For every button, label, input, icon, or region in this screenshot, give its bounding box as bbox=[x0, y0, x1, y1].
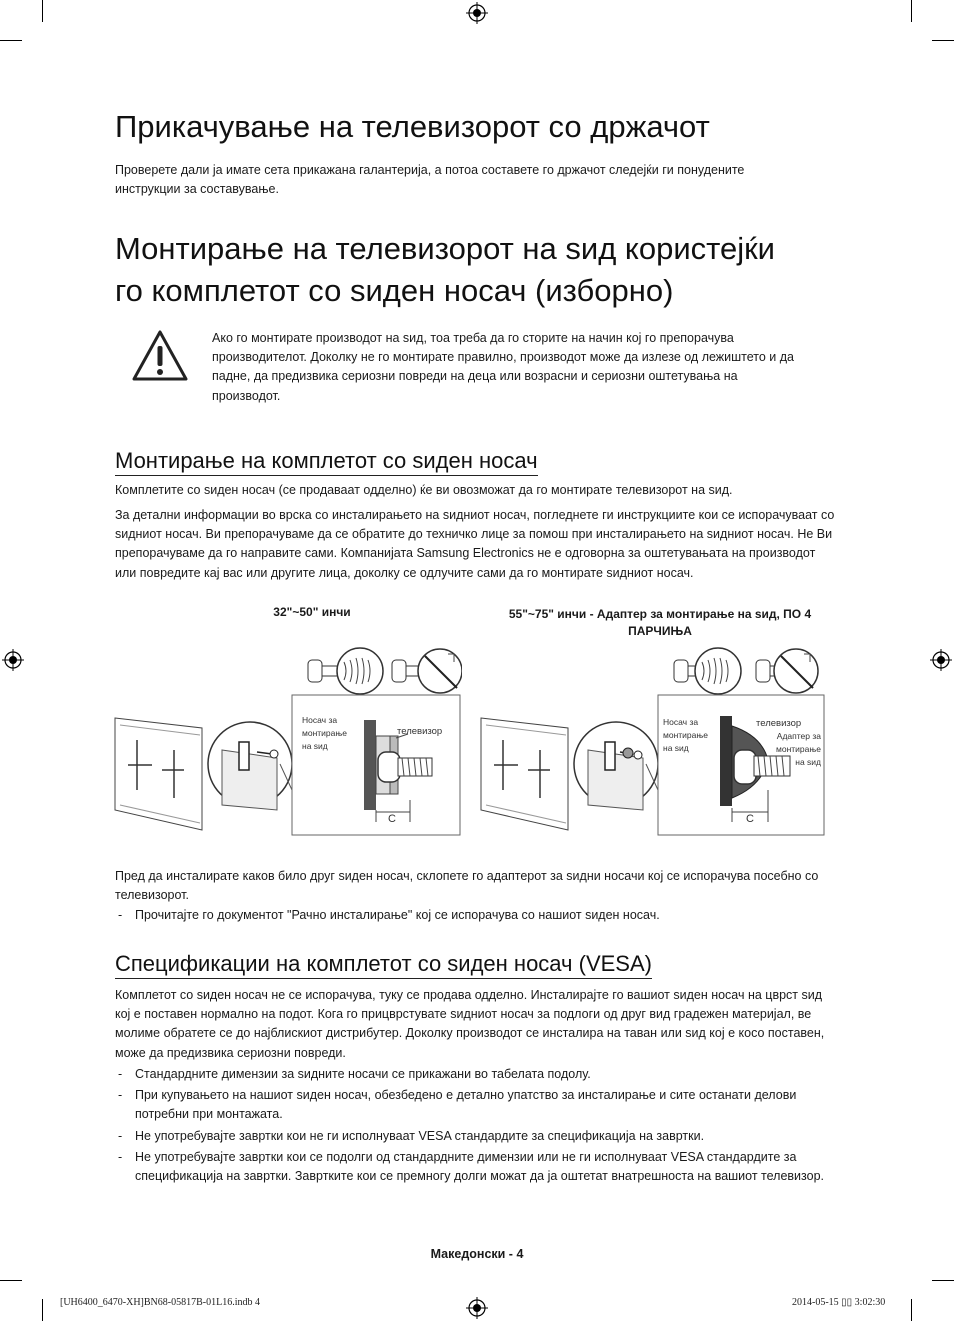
crop-mark bbox=[0, 40, 22, 41]
wall-title-line1: Монтирање на телевизорот на ѕид користејќи bbox=[115, 231, 775, 266]
wall-title-line2: го комплетот со ѕиден носач (изборно) bbox=[115, 273, 674, 308]
vesa-bullet-list bbox=[115, 1065, 840, 1186]
section-heading-vesa: Спецификации на комплетот со ѕиден носач (VESA) bbox=[115, 951, 652, 979]
left-c-label: C bbox=[388, 813, 396, 825]
right-bracket-label-1: Носач за bbox=[663, 717, 699, 727]
right-c-label: C bbox=[746, 813, 754, 825]
left-bracket-label-2: монтирање bbox=[302, 728, 347, 738]
page-title: Прикачување на телевизорот со држачот bbox=[115, 109, 710, 144]
warning-triangle-icon bbox=[131, 329, 189, 383]
list-item: - Не употребувајте завртки кои не ги исполнуваат VESA стандардите за спецификација на завртки. bbox=[118, 1128, 705, 1143]
crop-mark bbox=[42, 1299, 43, 1321]
section-heading-wall-mount-kit: Монтирање на комплетот со ѕиден носач bbox=[115, 448, 538, 476]
right-adapter-label-1: Адаптер за bbox=[776, 731, 821, 741]
warning-text: Ако го монтирате производот на ѕид, тоа треба да го сторите на начин кој го препорачува производителот. Доколку не го монтирате правилно, производот може да излезе од лежиштето и да падне, да предизвика сериозни повреди на деца или возрасни и сериозни оштетувања на производот. bbox=[212, 331, 795, 403]
page-number-label: Македонски - 4 bbox=[430, 1247, 524, 1261]
list-item: - Стандардните димензии за ѕидните носачи се прикажани во табелата подолу. bbox=[118, 1067, 591, 1081]
crop-mark bbox=[911, 1299, 912, 1321]
screw-ok-icon bbox=[308, 648, 383, 694]
wall-mount-title bbox=[115, 228, 875, 312]
screw-wrong-icon bbox=[392, 649, 462, 693]
screw-wrong-icon bbox=[756, 649, 818, 693]
section1-paragraph-1: Комплетите со ѕиден носач (се продаваат одделно) ќе ви овозможат да го монтирате телевизорот на ѕид. bbox=[115, 483, 733, 497]
right-bracket-label-3: на ѕид bbox=[663, 743, 689, 753]
left-tv-label: телевизор bbox=[397, 726, 443, 737]
right-mount-diagram bbox=[478, 640, 828, 840]
right-figure-caption: 55"~75" инчи - Адаптер за монтирање на ѕид, ПО 4 ПАРЧИЊА bbox=[508, 607, 812, 638]
crop-mark bbox=[932, 40, 954, 41]
crop-mark bbox=[42, 0, 43, 22]
section1-paragraph-2: За детални информации во врска со инсталирањето на ѕидниот носач, погледнете ги инструкциите кои се испорачуваат со ѕидниот носач. Ви препорачуваме да се обратите до техничко лице за помош при инсталирањето на ѕидниот носач. Не Ви препорачуваме да го направите сами. Компанијата Samsung Electronics не е одговорна за оштетувањата на производот или повредите кај вас или другите лица, доколку се одлучите сами да го монтирате ѕидниот носач. bbox=[115, 508, 835, 580]
left-figure-caption: 32"~50" инчи bbox=[273, 605, 351, 619]
list-item: - Не употребувајте завртки кои се подолги од стандардните димензии или не ги исполнуваат VESA стандардите за спецификација на завртки. Завртките кои се премногу долги можат да ја оштетат внатрешноста на вашиот телевизор. bbox=[118, 1149, 824, 1184]
registration-mark-icon bbox=[2, 649, 24, 671]
registration-mark-icon bbox=[466, 1297, 488, 1319]
adapter-note: Пред да инсталирате каков било друг ѕиден носач, склопете го адаптерот за ѕидни носачи кој се испорачува посебно со телевизорот. bbox=[115, 869, 819, 903]
left-mount-diagram bbox=[112, 640, 462, 840]
footer-file-name: [UH6400_6470-XH]BN68-05817B-01L16.indb 4 bbox=[60, 1297, 260, 1308]
crop-mark bbox=[0, 1280, 22, 1281]
right-adapter-label-2: монтирање bbox=[776, 744, 821, 754]
section2-paragraph: Комплетот со ѕиден носач не се испорачува, туку се продава одделно. Инсталирајте го вашиот ѕиден носач на цврст ѕид кој е поставен нормално на подот. Кога го прицврстувате ѕидниот носач за подлоги од друг вид градежен материјал, ве молиме обратете се до најблискиот дистрибутер. Доколку производот се инсталира на таван или ѕид кој е косо поставен, може да предизвика сериозни повреди. bbox=[115, 988, 825, 1060]
right-bracket-label-2: монтирање bbox=[663, 730, 708, 740]
right-tv-label: телевизор bbox=[756, 718, 802, 729]
registration-mark-icon bbox=[466, 2, 488, 24]
screw-ok-icon bbox=[674, 648, 741, 694]
left-bracket-label-3: на ѕид bbox=[302, 741, 328, 751]
registration-mark-icon bbox=[930, 649, 952, 671]
list-item: - Прочитајте го документот "Рачно инсталирање" кој се испорачува со нашиот ѕиден носач. bbox=[118, 908, 660, 922]
intro-text: Проверете дали ја имате сета прикажана галантерија, а потоа составете го држачот следејќи ги понудените инструкции за составување. bbox=[115, 163, 745, 197]
crop-mark bbox=[932, 1280, 954, 1281]
left-bracket-label-1: Носач за bbox=[302, 715, 338, 725]
manual-install-note: Прочитајте го документот "Рачно инсталирање" кој се испорачува со нашиот ѕиден носач. bbox=[135, 908, 660, 922]
footer-date: 2014-05-15 ▯▯ 3:02:30 bbox=[792, 1297, 886, 1308]
list-item: - При купувањето на нашиот ѕиден носач, обезбедено е детално упатство за инсталирање и сите останати делови потребни при монтажата. bbox=[118, 1088, 797, 1122]
right-adapter-label-3: на ѕид bbox=[795, 757, 821, 767]
crop-mark bbox=[911, 0, 912, 22]
